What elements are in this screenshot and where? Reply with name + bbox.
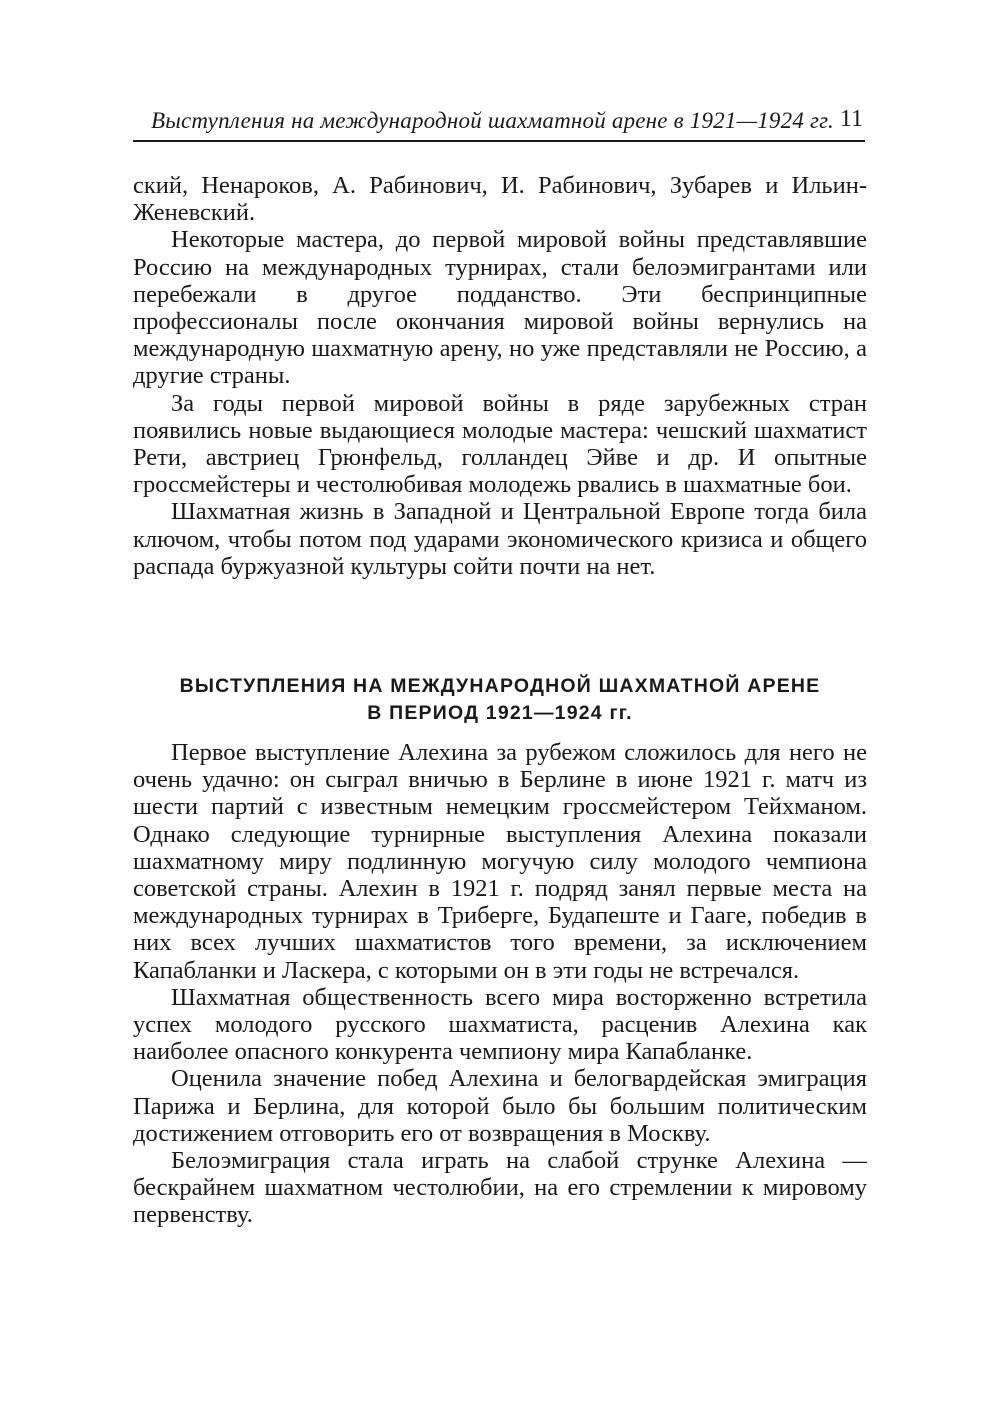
section-main-text [133, 739, 867, 1229]
paragraph: За годы первой мировой войны в ряде зарубежных стран появились новые выдающиеся молодые мастера: чешский шахматист Рети, австриец Грюнфельд, голландец Эйве и др. И опытные гроссмейстеры и честолюбивая молодежь рвались в шахматные бои. [133, 389, 867, 499]
paragraph: Шахматная жизнь в Западной и Центральной Европе тогда била ключом, чтобы потом под ударами экономического кризиса и общего распада буржуазной культуры сойти почти на нет. [133, 498, 867, 580]
section-heading [133, 673, 867, 727]
paragraph: Оценила значение побед Алехина и белогвардейская эмиграция Парижа и Берлина, для которой было бы большим политическим достижением отговорить его от возвращения в Москву. [133, 1065, 867, 1147]
section-top-text [133, 172, 867, 580]
paragraph: Белоэмиграция стала играть на слабой струнке Алехина — бескрайнем шахматном честолюбии, на его стремлении к мировому первенству. [133, 1147, 867, 1229]
paragraph: Первое выступление Алехина за рубежом сложилось для него не очень удачно: он сыграл вничью в Берлине в июне 1921 г. матч из шести партий с известным немецким гроссмейстером Тейхманом. Однако следующие турнирные выступления Алехина показали шахматному миру подлинную могучую силу молодого чемпиона советской страны. Алехин в 1921 г. подряд занял первые места на международных турнирах в Триберге, Будапеште и Гааге, победив в них всех лучших шахматистов того времени, за исключением Капабланки и Ласкера, с которыми он в эти годы не встречался. [133, 739, 867, 984]
paragraph: Шахматная общественность всего мира восторженно встретила успех молодого русского шахматиста, расценив Алехина как наиболее опасного конкурента чемпиону мира Капабланке. [133, 983, 867, 1066]
section-heading-line-2: В ПЕРИОД 1921—1924 гг. [367, 702, 633, 724]
section-heading-line-1: ВЫСТУПЛЕНИЯ НА МЕЖДУНАРОДНОЙ ШАХМАТНОЙ АРЕНЕ [179, 675, 821, 697]
paragraph-continued: ский, Ненароков, А. Рабинович, И. Рабинович, Зубарев и Ильин-Женевский. [133, 172, 867, 227]
running-head-title: Выступления на международной шахматной арене в 1921—1924 гг. [151, 108, 834, 133]
page-number: 11 [839, 106, 863, 132]
paragraph: Некоторые мастера, до первой мировой войны представлявшие Россию на международных турнирах, стали белоэмигрантами или перебежали в другое подданство. Эти беспринципные профессионалы после окончания мировой войны вернулись на международную шахматную арену, но уже представляли не Россию, а другие страны. [133, 226, 867, 390]
running-head [133, 106, 865, 142]
